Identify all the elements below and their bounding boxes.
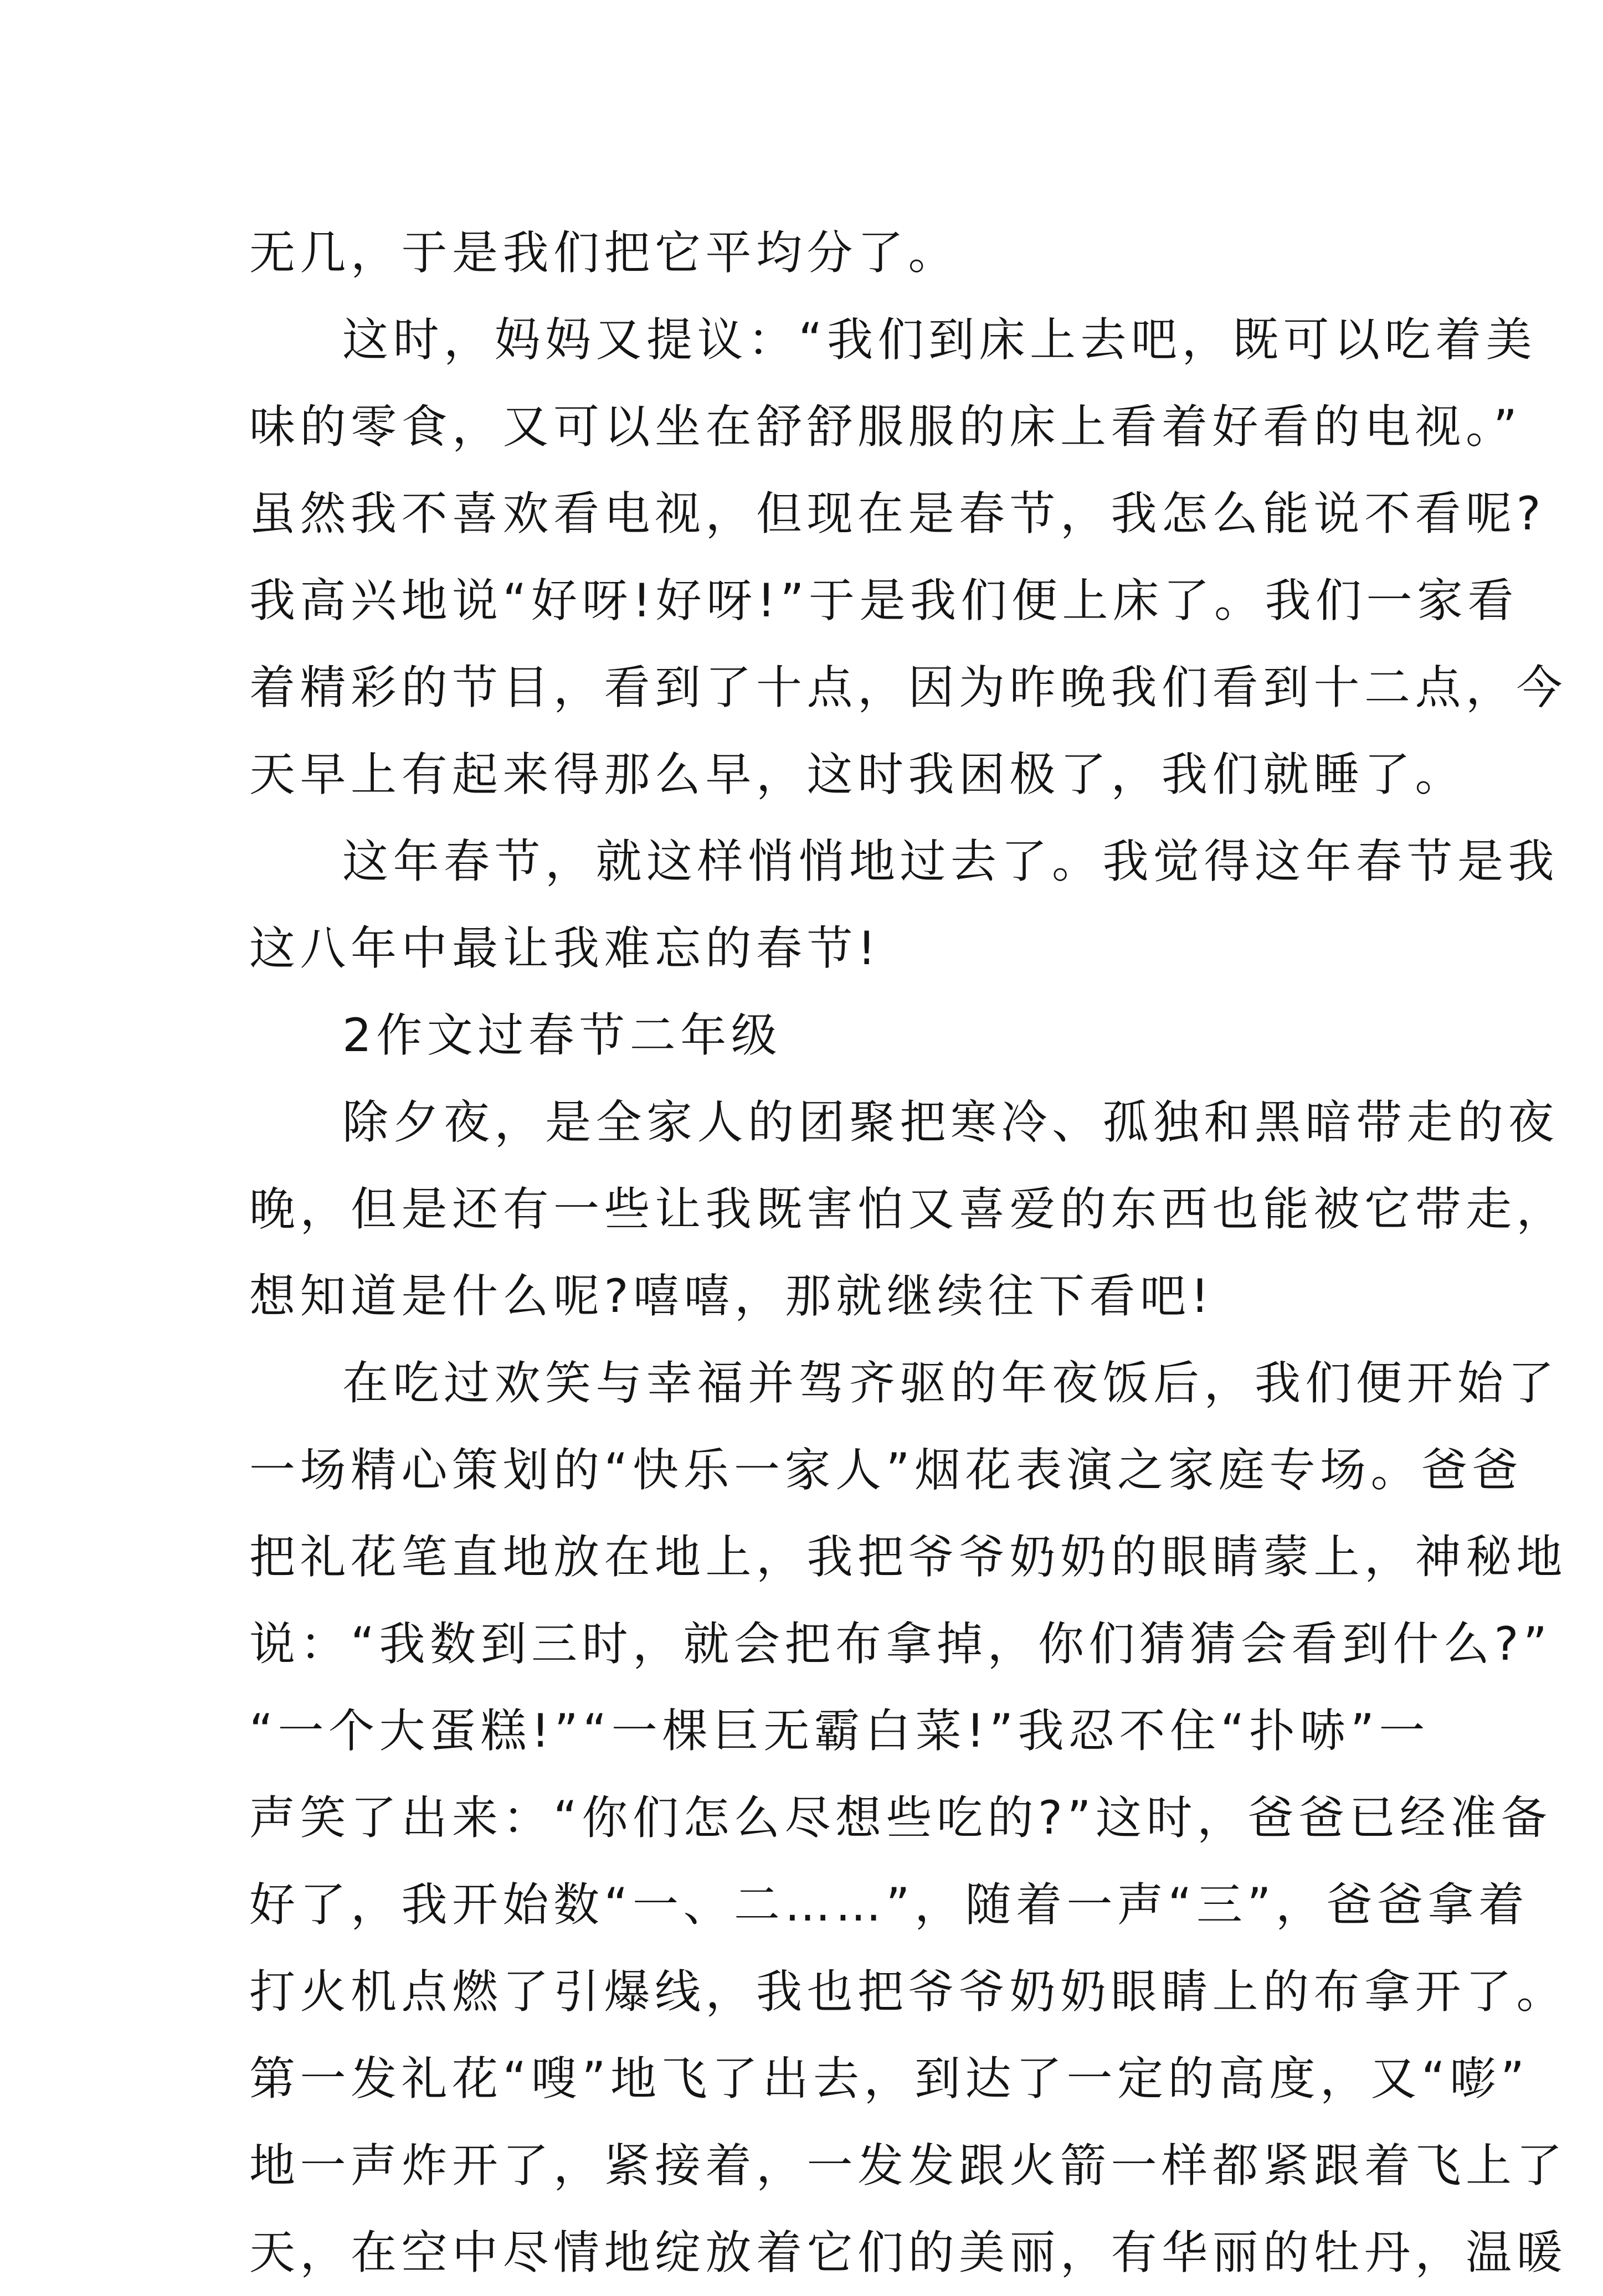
text-line: 这八年中最让我难忘的春节! [249,922,881,975]
text-line: 着精彩的节目，看到了十点，因为昨晚我们看到十二点，今 [249,661,1567,714]
text-line: 无几，于是我们把它平均分了。 [249,226,959,280]
text-line: 天，在空中尽情地绽放着它们的美丽，有华丽的牡丹，温暖 [249,2226,1567,2279]
text-line: 味的零食，又可以坐在舒舒服服的床上看着好看的电视。” [249,400,1522,454]
text-line: 想知道是什么呢?嘻嘻，那就继续往下看吧! [249,1269,1214,1323]
text-line: 虽然我不喜欢看电视，但现在是春节，我怎么能说不看呢? [249,487,1546,540]
text-line: 在吃过欢笑与幸福并驾齐驱的年夜饭后，我们便开始了 [342,1356,1559,1410]
text-line: 把礼花笔直地放在地上，我把爷爷奶奶的眼睛蒙上，神秘地 [249,1530,1567,1584]
text-line: 我高兴地说“好呀!好呀!”于是我们便上床了。我们一家看 [249,574,1519,627]
text-line: 天早上有起来得那么早，这时我困极了，我们就睡了。 [249,748,1466,801]
section-heading: 2作文过春节二年级 [342,1008,782,1062]
text-line: 晚，但是还有一些让我既害怕又喜爱的东西也能被它带走， [249,1182,1567,1236]
text-line: 第一发礼花“嗖”地飞了出去，到达了一定的高度，又“嘭” [249,2052,1529,2105]
document-body [249,209,1567,2296]
text-line: 一场精心策划的“快乐一家人”烟花表演之家庭专场。爸爸 [249,1443,1523,1497]
text-line: 好了，我开始数“一、二……”，随着一声“三”，爸爸拿着 [249,1878,1529,1932]
text-line: 地一声炸开了，紧接着，一发发跟火箭一样都紧跟着飞上了 [249,2139,1567,2192]
text-line: 声笑了出来：“你们怎么尽想些吃的?”这时，爸爸已经准备 [249,1791,1552,1845]
text-line: 打火机点燃了引爆线，我也把爷爷奶奶眼睛上的布拿开了。 [249,1965,1567,2019]
text-line: 说：“我数到三时，就会把布拿掉，你们猜猜会看到什么?” [249,1617,1552,1671]
text-line: 除夕夜，是全家人的团聚把寒冷、孤独和黑暗带走的夜 [342,1095,1559,1149]
text-line: “一个大蛋糕!”“一棵巨无霸白菜!”我忍不住“扑哧”一 [249,1704,1430,1758]
text-line: 这时，妈妈又提议：“我们到床上去吧，既可以吃着美 [342,313,1537,367]
text-line: 这年春节，就这样悄悄地过去了。我觉得这年春节是我 [342,835,1559,888]
